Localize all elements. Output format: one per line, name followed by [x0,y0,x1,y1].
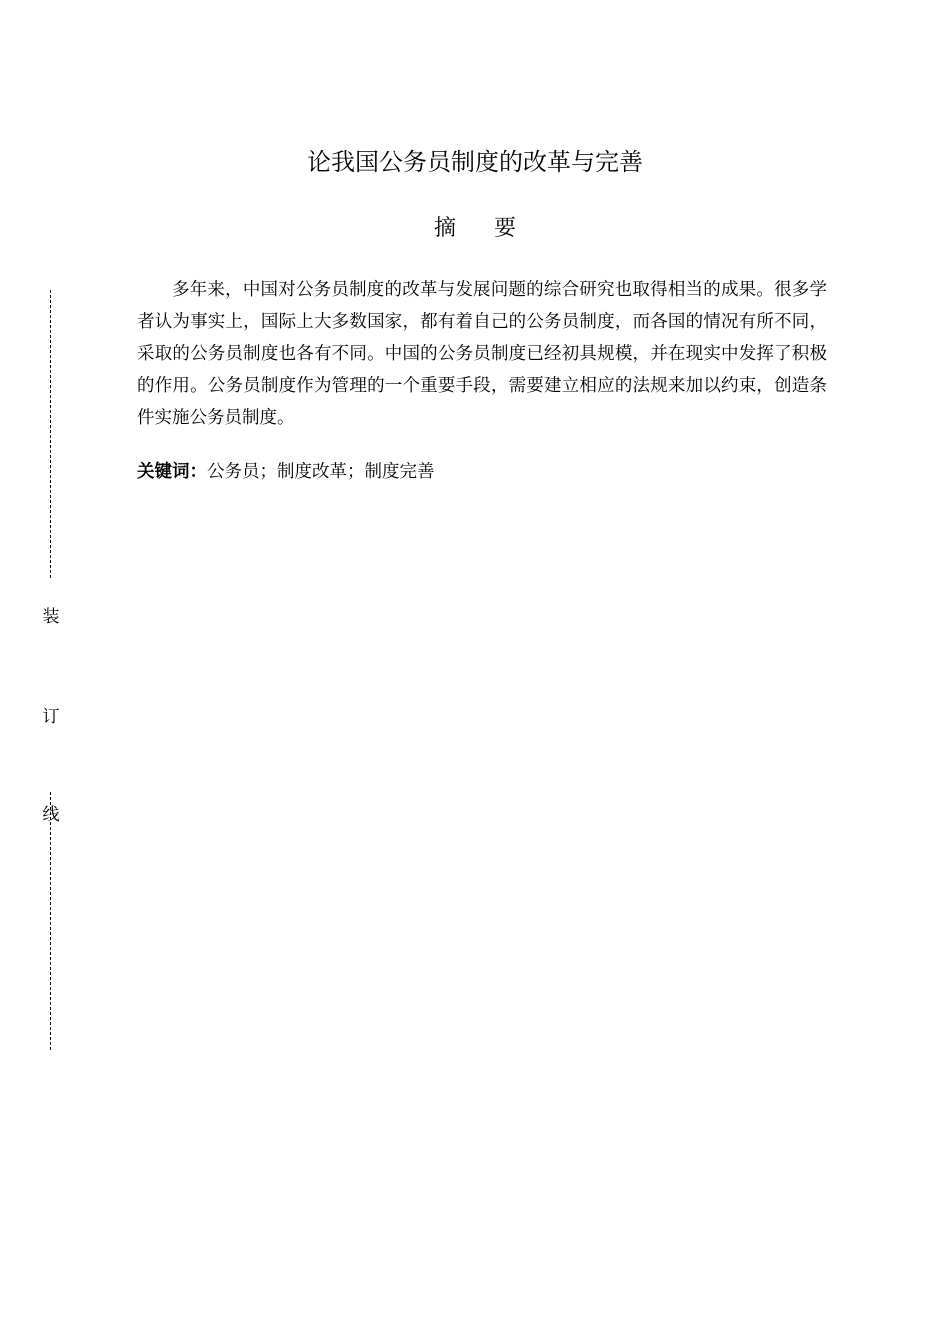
abstract-heading: 摘要 [433,216,554,241]
abstract-body: 多年来，中国对公务员制度的改革与发展问题的综合研究也取得相当的成果。很多学者认为事实上，国际上大多数国家，都有着自己的公务员制度，而各国的情况有所不同，采取的公务员制度也各有不同。中国的公务员制度已经初具规模，并在现实中发挥了积极的作用。公务员制度作为管理的一个重要手段，需要建立相应的法规来加以约束，创造条件实施公务员制度。 [137,280,827,428]
keywords-line [137,456,827,488]
binding-label-xian: 线 [40,804,62,826]
keywords-label: 关键词： [137,462,207,482]
binding-label-ding: 订 [40,706,62,728]
binding-label-zhuang: 装 [40,606,62,628]
binding-dashed-line-bottom [50,792,51,1050]
document-title: 论我国公务员制度的改革与完善 [307,148,643,176]
binding-dashed-line-top [50,290,51,578]
keywords-value: 公务员；制度改革；制度完善 [207,462,435,482]
